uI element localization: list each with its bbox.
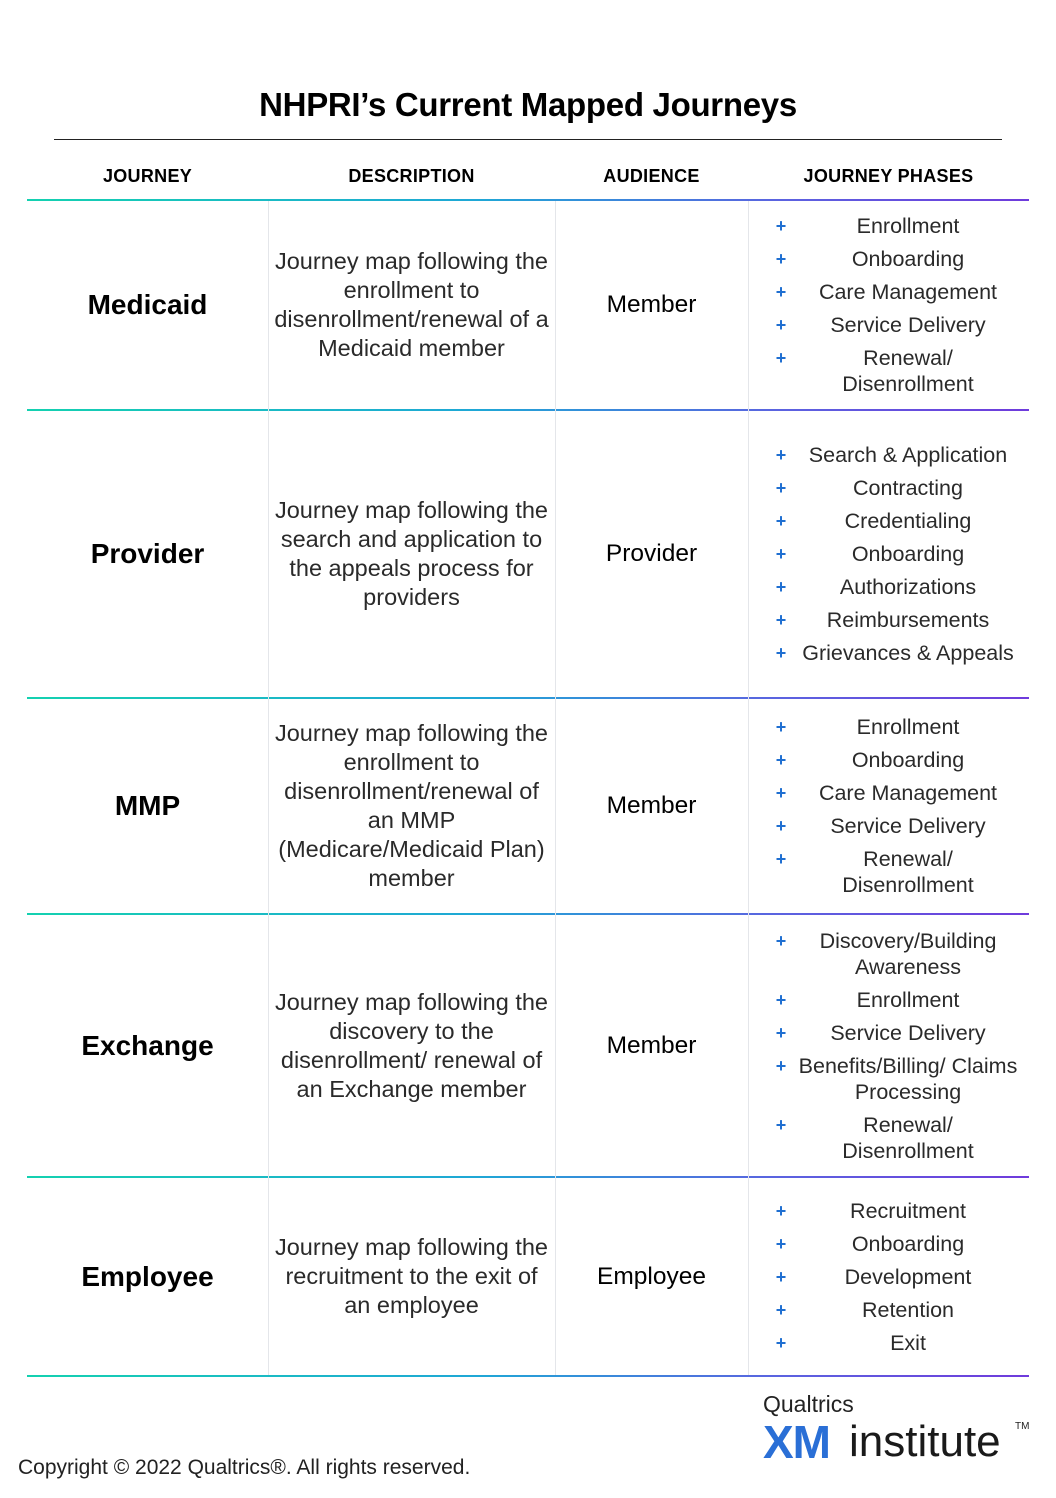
journey-description: Journey map following the recruitment to the exit of an employee (274, 1234, 548, 1318)
plus-icon: + (775, 930, 787, 951)
plus-icon: + (775, 643, 787, 663)
phase-list (748, 714, 1018, 898)
logo-xm: XM (763, 1416, 830, 1468)
phase-list (748, 442, 1018, 666)
phase-label: Onboarding (851, 247, 965, 271)
phase-item (764, 213, 1018, 239)
phase-item (764, 1198, 1018, 1224)
logo-institute: institute (849, 1417, 1001, 1466)
page-title: NHPRI’s Current Mapped Journeys (259, 86, 797, 123)
plus-icon: + (775, 849, 787, 869)
phase-item (764, 1297, 1018, 1323)
journey-name: Provider (90, 538, 205, 569)
phase-item (764, 442, 1018, 468)
phase-label: Contracting (853, 476, 963, 500)
phase-label: Exit (890, 1330, 926, 1355)
journey-name: Exchange (81, 1029, 214, 1061)
plus-icon: + (775, 511, 787, 531)
phase-item (764, 714, 1018, 740)
phase-label: Authorizations (839, 575, 977, 599)
phase-item (764, 1231, 1018, 1257)
table-row (27, 201, 1029, 409)
phase-label: Development (844, 1264, 972, 1289)
journey-description: Journey map following the enrollment to disenrollment/renewal of a Medicaid member (274, 248, 549, 361)
qualtrics-xm-institute-logo (763, 1391, 1033, 1471)
phase-item (764, 1053, 1018, 1105)
phase-label: Retention (861, 1297, 955, 1322)
phase-list (748, 213, 1018, 397)
logo-trademark: TM (1015, 1421, 1030, 1432)
plus-icon: + (775, 989, 787, 1010)
copyright-text: Copyright © 2022 Qualtrics®. All rights reserved. (18, 1456, 471, 1479)
phase-label: Grievances & Appeals (802, 641, 1014, 665)
phase-item (764, 312, 1018, 338)
header-description: DESCRIPTION (348, 166, 475, 186)
phase-item (764, 813, 1018, 839)
plus-icon: + (775, 1022, 787, 1043)
phase-item (764, 279, 1018, 305)
plus-icon: + (775, 282, 787, 302)
header-journey-phases: JOURNEY PHASES (803, 166, 974, 186)
journey-description: Journey map following the discovery to the disenrollment/ renewal of an Exchange member (274, 988, 548, 1102)
journey-phases (748, 201, 1029, 409)
title-divider (54, 139, 1002, 140)
phase-label: Renewal/ Disenrollment (842, 346, 974, 396)
phase-label: Onboarding (851, 1231, 965, 1256)
table-row (27, 915, 1029, 1176)
plus-icon: + (775, 315, 787, 335)
phase-label: Onboarding (851, 542, 965, 566)
phase-label: Discovery/Building Awareness (819, 928, 997, 979)
journey-audience: Provider (605, 540, 698, 567)
phase-item (764, 640, 1018, 666)
phase-label: Enrollment (856, 214, 960, 238)
phase-label: Care Management (818, 781, 998, 805)
phase-item (764, 846, 1018, 898)
phase-item (764, 1264, 1018, 1290)
phase-label: Enrollment (856, 715, 960, 739)
phase-label: Renewal/ Disenrollment (842, 847, 974, 897)
journey-name: Employee (81, 1260, 214, 1292)
phase-item (764, 780, 1018, 806)
plus-icon: + (775, 750, 787, 770)
journey-phases (748, 915, 1029, 1176)
plus-icon: + (775, 1266, 787, 1287)
journey-name: Medicaid (87, 289, 208, 320)
phase-label: Reimbursements (826, 608, 990, 632)
phase-item (764, 747, 1018, 773)
plus-icon: + (775, 1114, 787, 1135)
journey-audience: Member (606, 792, 697, 819)
phase-item (764, 1330, 1018, 1356)
phase-label: Renewal/ Disenrollment (842, 1112, 974, 1163)
header-audience: AUDIENCE (603, 166, 700, 186)
phase-item (764, 345, 1018, 397)
phase-list (748, 928, 1018, 1164)
phase-label: Care Management (818, 280, 998, 304)
header-journey: JOURNEY (102, 166, 193, 186)
plus-icon: + (775, 544, 787, 564)
journey-phases (748, 411, 1029, 697)
phase-item (764, 928, 1018, 980)
plus-icon: + (775, 1200, 787, 1221)
phase-item (764, 1020, 1018, 1046)
plus-icon: + (775, 1299, 787, 1320)
phase-item (764, 246, 1018, 272)
plus-icon: + (775, 249, 787, 269)
table-row (27, 699, 1029, 913)
phase-label: Benefits/Billing/ Claims Processing (798, 1053, 1018, 1104)
journey-audience: Member (606, 1031, 697, 1059)
phase-label: Service Delivery (830, 814, 986, 838)
phase-item (764, 1112, 1018, 1164)
plus-icon: + (775, 478, 787, 498)
phase-label: Enrollment (856, 987, 960, 1012)
phase-item (764, 574, 1018, 600)
plus-icon: + (775, 577, 787, 597)
table-row (27, 411, 1029, 697)
table-row (27, 1178, 1029, 1375)
plus-icon: + (775, 717, 787, 737)
journey-phases (748, 1178, 1029, 1375)
phase-item (764, 541, 1018, 567)
phase-label: Recruitment (850, 1198, 966, 1223)
plus-icon: + (775, 216, 787, 236)
phase-item (764, 987, 1018, 1013)
journey-phases (748, 699, 1029, 913)
journey-name: MMP (114, 790, 181, 821)
journey-audience: Member (606, 291, 697, 318)
plus-icon: + (775, 783, 787, 803)
phase-label: Service Delivery (830, 313, 986, 337)
phase-item (764, 607, 1018, 633)
row-divider (27, 1375, 1029, 1377)
logo-brand: Qualtrics (763, 1391, 854, 1417)
phase-label: Search & Application (808, 443, 1008, 467)
plus-icon: + (775, 445, 787, 465)
phase-label: Service Delivery (830, 1020, 986, 1045)
phase-item (764, 475, 1018, 501)
journey-description: Journey map following the enrollment to disenrollment/renewal of an MMP (Medicare/Medicaid Plan) member (274, 720, 548, 891)
phase-item (764, 508, 1018, 534)
plus-icon: + (775, 610, 787, 630)
plus-icon: + (775, 816, 787, 836)
plus-icon: + (775, 1055, 787, 1076)
phase-label: Onboarding (851, 748, 965, 772)
plus-icon: + (775, 1233, 787, 1254)
phase-label: Credentialing (844, 509, 972, 533)
journey-description: Journey map following the search and application to the appeals process for providers (274, 497, 548, 610)
plus-icon: + (775, 1332, 787, 1353)
phase-list (748, 1198, 1018, 1356)
plus-icon: + (775, 348, 787, 368)
journey-audience: Employee (597, 1262, 706, 1290)
